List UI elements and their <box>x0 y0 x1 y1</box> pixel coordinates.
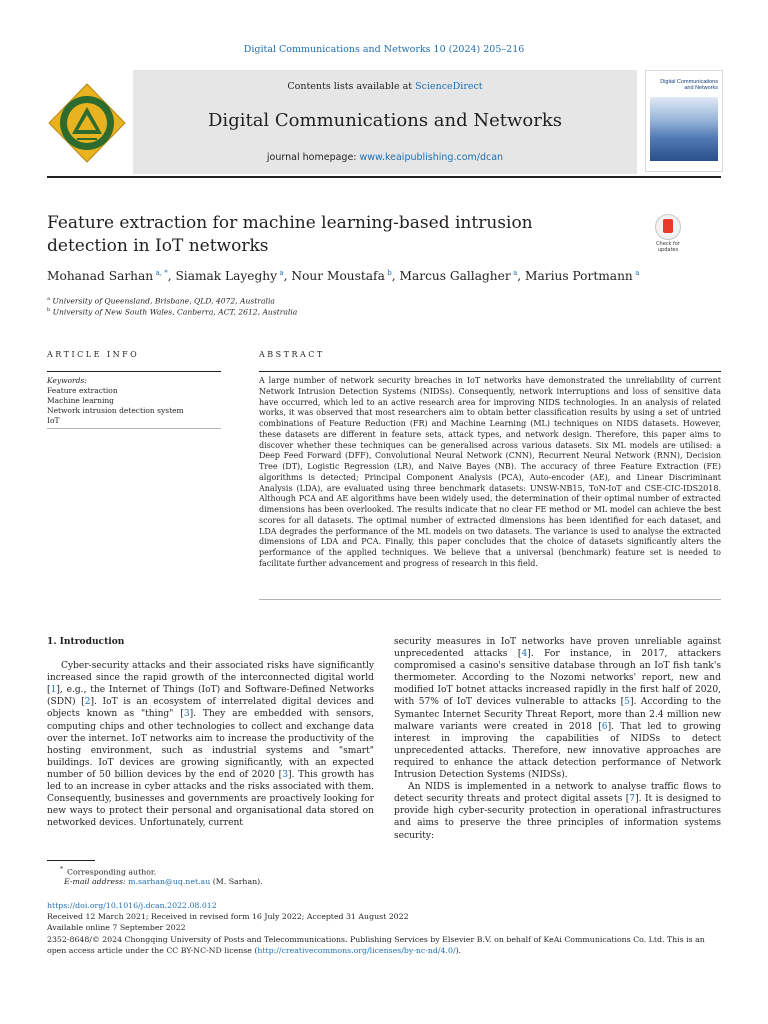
journal-reference[interactable]: Digital Communications and Networks 10 (2024) 205–216 <box>243 44 525 55</box>
citation-link[interactable]: 3 <box>183 709 190 720</box>
sciencedirect-link[interactable]: ScienceDirect <box>415 81 483 92</box>
author-affiliation-mark[interactable]: a <box>635 269 640 277</box>
homepage-line <box>133 152 637 163</box>
author-name: Mohanad Sarhan <box>47 269 154 284</box>
affiliation-text: University of New South Wales, Canberra, ACT, 2612, Australia <box>52 307 298 317</box>
author-affiliation-mark[interactable]: a <box>513 269 518 277</box>
article-info-heading: ARTICLE INFO <box>47 350 140 359</box>
license-prefix: 2352-8648/© 2024 Chongqing University of Posts and Telecommunications. Publishing Services by Elsevier B.V. on behalf of KeAi Communications Co. Ltd. This is an open access article under the CC BY-NC-ND license ( <box>47 934 705 955</box>
publication-dates: Received 12 March 2021; Received in revised form 16 July 2022; Accepted 31 August 2022 <box>47 912 409 922</box>
affiliation-text: University of Queensland, Brisbane, QLD, 4072, Australia <box>52 296 275 306</box>
keyword-item: IoT <box>47 416 60 425</box>
author-name: Marius Portmann <box>525 269 633 284</box>
keyword-item: Machine learning <box>47 396 114 405</box>
body-column-left <box>47 636 374 829</box>
citation-link[interactable]: 7 <box>629 794 636 805</box>
publication-info <box>47 900 721 956</box>
citation-link[interactable]: 5 <box>624 697 630 708</box>
cover-title-line2: and Networks <box>684 85 718 92</box>
badge-line1: Check for <box>656 241 680 247</box>
abstract-bottom-rule <box>259 599 721 600</box>
keyword-item: Network intrusion detection system <box>47 406 184 415</box>
header-rule <box>47 176 721 178</box>
citation-link[interactable]: 4 <box>521 649 528 660</box>
author-name: Siamak Layeghy <box>175 269 278 284</box>
license-suffix: ). <box>455 945 462 955</box>
journal-header <box>47 70 721 176</box>
contents-prefix: Contents lists available at <box>287 81 416 92</box>
citation-link[interactable]: 2 <box>84 697 91 708</box>
author-name: Marcus Gallagher <box>399 269 511 284</box>
license-link[interactable]: http://creativecommons.org/licenses/by-nc-nd/4.0/ <box>257 945 456 955</box>
badge-line2: updates <box>657 246 679 253</box>
email-suffix: (M. Sarhan). <box>212 877 263 886</box>
abstract-text: A large number of network security breaches in IoT networks have demonstrated the unreliability of current Network Intrusion Detection Systems (NIDSs). Consequently, network interruptions and loss of sensitive data have occurred, which led to an active research area for improving NIDS technologies. In an analysis of related works, it was observed that most researchers aim to obtain better classification results by using a set of untried combinations of Feature Reduction (FR) and Machine Learning (ML) techniques on NIDS datasets. However, these datasets are different in feature sets, attack types, and network design. Therefore, this paper aims to discover whether these techniques can be generalised across various datasets. Six ML models are utilised: a Deep Feed Forward (DFF), Convolutional Neural Network (CNN), Recurrent Neural Network (RNN), Decision Tree (DT), Logistic Regression (LR), and Naive Bayes (NB). The accuracy of three Feature Extraction (FE) algorithms is detected; Principal Component Analysis (PCA), Auto-encoder (AE), and Linear Discriminant Analysis (LDA), are evaluated using three benchmark datasets: UNSW-NB15, ToN-IoT and CSE-CIC-IDS2018. Although PCA and AE algorithms have been widely used, the determination of their optimal number of extracted dimensions has been overlooked. The results indicate that no clear FE method or ML model can achieve the best scores for all datasets. The optimal number of extracted dimensions has been identified for each dataset, and LDA degrades the performance of the ML models on two datasets. The variance is used to analyse the extracted dimensions of LDA and PCA. Finally, this paper concludes that the choice of datasets significantly alters the performance of the applied techniques. We believe that a universal (benchmark) feature set is needed to facilitate further advancement and progress of research in this field. <box>259 376 721 568</box>
check-updates-icon <box>655 214 681 240</box>
footnote-star: * <box>60 866 63 873</box>
keyword-item: Feature extraction <box>47 386 118 395</box>
abstract-rule <box>259 371 721 372</box>
author-affiliation-mark[interactable]: a <box>279 269 284 277</box>
intro-paragraph-1-cont: security measures in IoT networks have proven unreliable against unprecedented attacks [4]. For instance, in 2017, attackers compromised a casino's sensitive database through an IoT fish tank's thermometer. According to the Nozomi networks' report, new and modified IoT botnet attacks increased rapidly in the first half of 2020, with 57% of IoT devices vulnerable to attacks [5]. According to the Symantec Internet Security Threat Report, more than 2.4 million new malware variants were created in 2018 [6]. That led to growing interest in improving the capabilities of NIDSs to detect unprecedented attacks. Therefore, new innovative approaches are required to enhance the attack detection performance of Network Intrusion Detection Systems (NIDSs). <box>394 637 721 781</box>
author-name: Nour Moustafa <box>291 269 385 284</box>
journal-banner <box>133 70 637 174</box>
author-list: Mohanad Sarhan $^{a, *}$, Siamak Layeghy $^a$, Nour Moustafa $^b$, Marcus Gallagher $^a$, Marius Portmann $^a$ <box>47 269 640 284</box>
affiliation-key: a <box>47 296 50 302</box>
citation-link[interactable]: 1 <box>50 685 57 696</box>
affiliation-key: b <box>47 307 51 313</box>
author-affiliation-mark[interactable]: a, * <box>155 269 168 277</box>
university-seal-logo <box>47 82 127 164</box>
email-label: E-mail address: <box>64 877 126 886</box>
contents-line <box>133 81 637 92</box>
keywords-label: Keywords: <box>47 376 87 385</box>
abstract-heading: ABSTRACT <box>259 350 325 359</box>
affiliation-a <box>47 296 275 306</box>
intro-paragraph-2: An NIDS is implemented in a network to analyse traffic flows to detect security threats and protect digital assets [7]. It is designed to provide high cyber-security protection in operational infrastructures and aims to preserve the three principles of information systems security: <box>394 782 721 841</box>
author-affiliation-mark[interactable]: b <box>387 269 392 277</box>
citation-link[interactable]: 6 <box>601 721 608 732</box>
available-online: Available online 7 September 2022 <box>47 923 186 933</box>
footnote-rule <box>47 860 95 861</box>
check-for-updates-badge[interactable] <box>650 214 686 254</box>
section-heading-introduction: 1. Introduction <box>47 636 125 647</box>
homepage-link[interactable]: www.keaipublishing.com/dcan <box>359 152 504 163</box>
email-note <box>64 876 263 888</box>
intro-paragraph-1: Cyber-security attacks and their associated risks have significantly increased since the rapid growth of the interconnected digital world [1], e.g., the Internet of Things (IoT) and Software-Defined Networks (SDN) [2]. IoT is an ecosystem of interrelated digital devices and objects known as "thing" [3]. They are embedded with sensors, computing chips and other technologies to collect and exchange data over the internet. IoT networks aim to increase the productivity of the hosting environment, such as industrial systems and "smart" buildings. IoT devices are growing significantly, with an expected number of 50 billion devices by the end of 2020 [3]. This growth has led to an increase in cyber attacks and the risks associated with them. Consequently, businesses and governments are proactively looking for new ways to protect their personal and organisational data stored on networked devices. Unfortunately, current <box>47 661 375 829</box>
email-link[interactable]: m.sarhan@uq.net.au <box>128 877 211 886</box>
homepage-prefix: journal homepage: <box>266 152 360 163</box>
article-info-rule <box>47 371 221 372</box>
cover-title-line1: Digital Communications <box>660 79 718 85</box>
article-info-bottom-rule <box>47 428 221 429</box>
body-column-right <box>394 636 721 842</box>
citation-link[interactable]: 3 <box>282 769 288 780</box>
affiliation-b <box>47 307 297 317</box>
article-title: Feature extraction for machine learning-based intrusion detection in IoT networks <box>47 213 533 256</box>
cover-title <box>660 79 718 91</box>
keywords-block <box>47 376 184 426</box>
doi-link[interactable]: https://doi.org/10.1016/j.dcan.2022.08.012 <box>47 901 217 910</box>
corresponding-text: Corresponding author. <box>67 867 157 877</box>
journal-cover-thumbnail[interactable] <box>645 70 723 172</box>
journal-title: Digital Communications and Networks <box>208 110 562 131</box>
license-statement <box>47 934 721 956</box>
check-updates-label <box>650 242 686 254</box>
cover-image <box>650 97 718 161</box>
